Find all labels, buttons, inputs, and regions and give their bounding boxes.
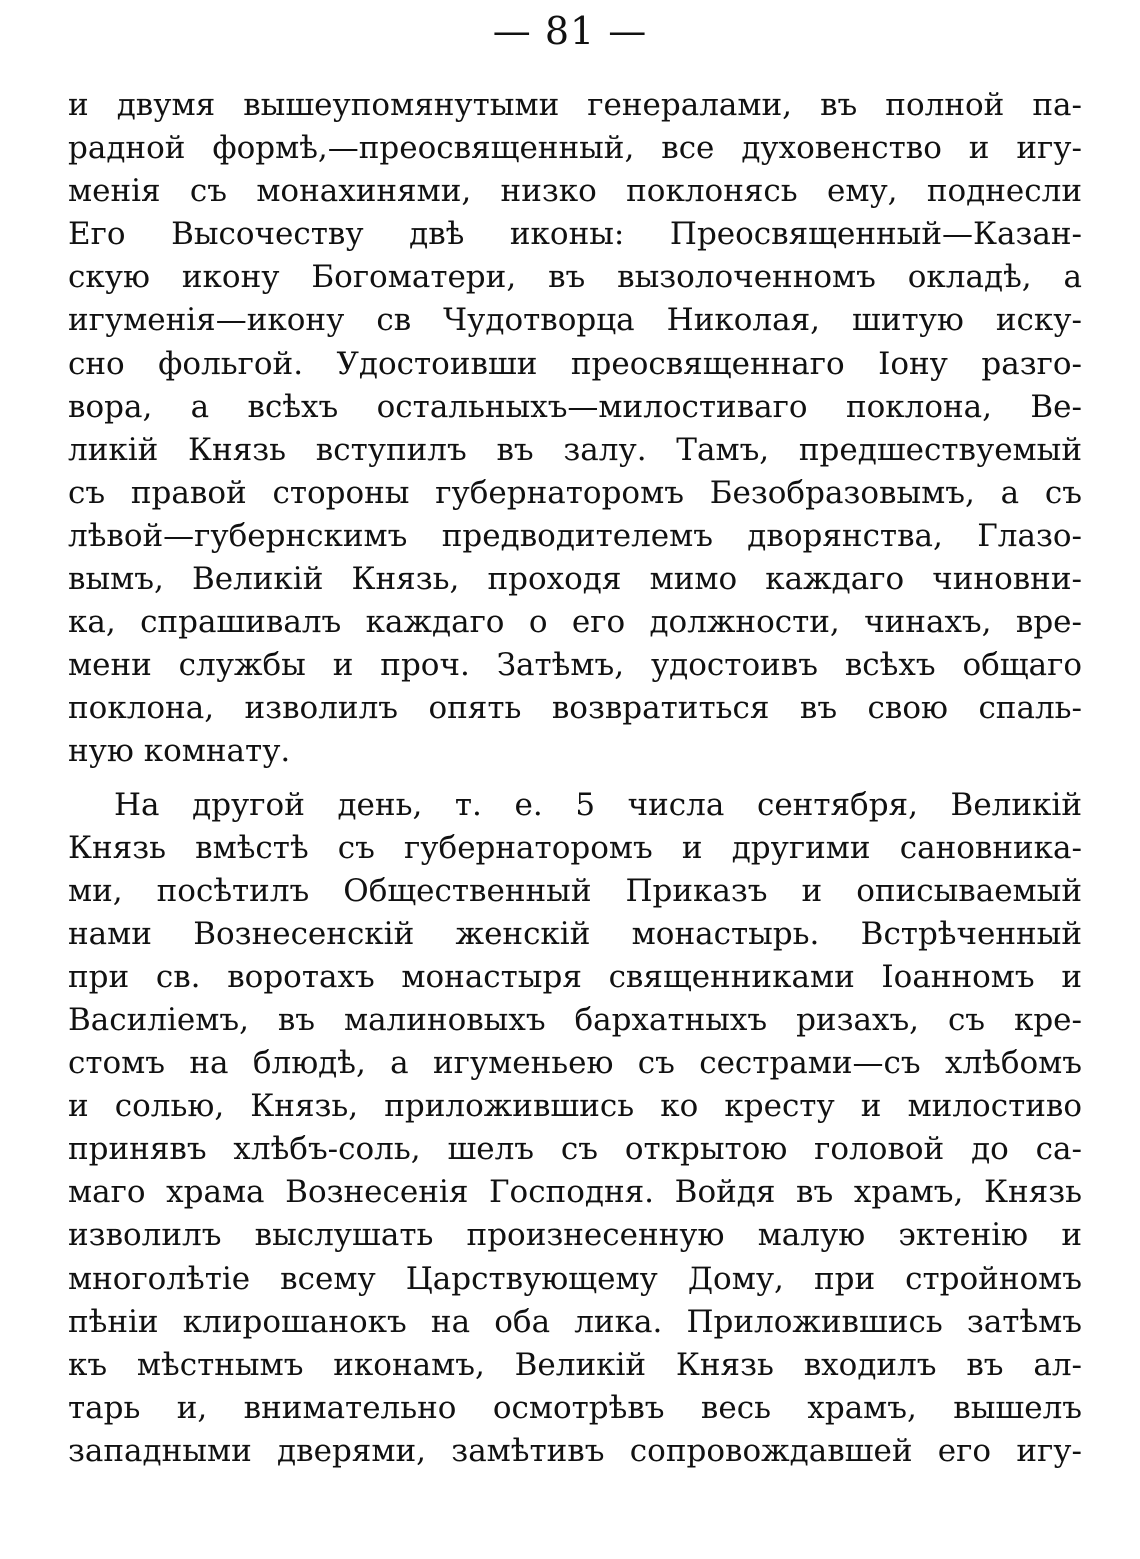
text-line: радной формѣ,—преосвященный, все духовенство и игу- [68,130,1082,167]
text-line: ми, посѣтилъ Общественный Приказъ и описываемый [68,872,1082,909]
text-line: ликій Князь вступилъ въ залу. Тамъ, предшествуемый [68,431,1082,468]
text-line: На другой день, т. е. 5 числа сентября, Великій [114,786,1082,823]
text-line: стомъ на блюдѣ, а игуменьею съ сестрами—съ хлѣбомъ [68,1045,1082,1082]
text-line: тарь и, внимательно осмотрѣвъ весь храмъ, вышелъ [68,1389,1082,1426]
paragraph [68,784,1082,1474]
text-line: многолѣтіе всему Царствующему Дому, при стройномъ [68,1260,1082,1297]
text-line: Василіемъ, въ малиновыхъ бархатныхъ ризахъ, съ кре- [68,1001,1082,1038]
text-line: маго храма Вознесенія Господня. Войдя въ храмъ, Князь [68,1174,1082,1211]
text-line: игуменія—икону св Чудотворца Николая, шитую иску- [68,302,1082,339]
text-line: западными дверями, замѣтивъ сопровождавшей его игу- [68,1432,1082,1469]
text-line: вора, а всѣхъ остальныхъ—милостиваго поклона, Ве- [68,388,1082,425]
text-line: и солью, Князь, приложившись ко кресту и милостиво [68,1088,1082,1125]
text-line: Его Высочеству двѣ иконы: Преосвященный—Казан- [68,216,1082,253]
text-line: при св. воротахъ монастыря священниками Іоанномъ и [68,958,1082,995]
text-line: съ правой стороны губернаторомъ Безобразовымъ, а съ [68,474,1082,511]
text-line: вымъ, Великій Князь, проходя мимо каждаго чиновни- [68,561,1082,598]
text-line: лѣвой—губернскимъ предводителемъ дворянства, Глазо- [68,517,1082,554]
page-number: — 81 — [492,9,648,53]
text-line: поклона, изволилъ опять возвратиться въ свою спаль- [68,690,1082,727]
text-line: сно фольгой. Удостоивши преосвященнаго Іону разго- [68,345,1082,382]
paragraph [68,84,1082,774]
text-line: ную комнату. [68,733,291,770]
text-line: менія съ монахинями, низко поклонясь ему, поднесли [68,173,1082,210]
text-line: къ мѣстнымъ иконамъ, Великій Князь входилъ въ ал- [68,1346,1082,1383]
text-line: изволилъ выслушать произнесенную малую эктенію и [68,1217,1082,1254]
text-line: Князь вмѣстѣ съ губернаторомъ и другими сановника- [68,829,1082,866]
text-line: мени службы и проч. Затѣмъ, удостоивъ всѣхъ общаго [68,647,1082,684]
text-line: принявъ хлѣбъ-соль, шелъ съ открытою головой до са- [68,1131,1082,1168]
text-line: скую икону Богоматери, въ вызолоченномъ окладѣ, а [68,259,1082,296]
text-line: и двумя вышеупомянутыми генералами, въ полной па- [68,87,1082,123]
page-body [68,84,1082,1473]
text-line: нами Вознесенскій женскій монастырь. Встрѣченный [68,915,1082,952]
text-line: пѣніи клирошанокъ на оба лика. Приложившись затѣмъ [68,1303,1082,1340]
text-line: ка, спрашивалъ каждаго о его должности, чинахъ, вре- [68,604,1082,641]
